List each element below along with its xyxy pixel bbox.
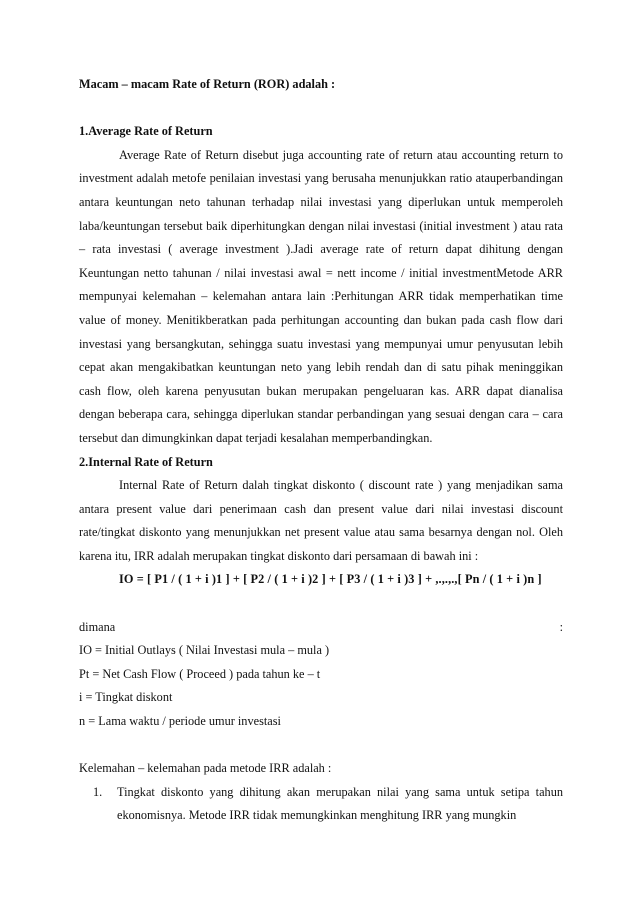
section-1-heading: 1.Average Rate of Return (79, 124, 213, 139)
irr-formula: IO = [ P1 / ( 1 + i )1 ] + [ P2 / ( 1 + i )2 ] + [ P3 / ( 1 + i )3 ] + ,.,.,.,[ Pn / ( 1 + i )n ] (119, 572, 542, 587)
definition-item: IO = Initial Outlays ( Nilai Investasi mula – mula ) (79, 643, 330, 658)
section-1-body: Average Rate of Return disebut juga accounting rate of return atau accounting return to investment adalah metofe penilaian investasi yang berusaha menunjukkan ratio atauperbandingan antara keuntungan neto tahunan terhadap nilai investasi yang diperlukan untuk memperoleh laba/keuntungan tersebut baik diperhitungkan dengan nilai investasi (initial investment ) atau rata – rata investasi ( average investment ).Jadi average rate of return dapat dihitung dengan Keuntungan netto tahunan / nilai investasi awal = nett income / initial investmentMetode ARR mempunyai kelemahan – kelemahan antara lain :Perhitungan ARR tidak memperhatikan time value of money. Menitikberatkan pada perhitungan accounting dan bukan pada cash flow dari investasi yang bersangkutan, sehingga suatu investasi yang mempunyai umur penyusutan lebih cepat akan mengakibatkan keuntungan neto yang lebih rendah dan di satu pihak meninggikan cash flow, oleh karena penyusutan bukan merupakan pengeluaran kas. ARR dapat dianalisa dengan beberapa cara, sehingga diperlukan standar perbandingan yang sesuai dengan cara – cara tersebut dan dimungkinkan dapat terjadi kesalahan memperbandingkan. (79, 147, 563, 445)
weaknesses-list (79, 781, 563, 828)
definition-item: i = Tingkat diskont (79, 690, 173, 705)
document-title: Macam – macam Rate of Return (ROR) adalah : (79, 77, 336, 91)
definitions-label: dimana (79, 619, 116, 634)
weaknesses-intro: Kelemahan – kelemahan pada metode IRR adalah : (79, 761, 332, 776)
definition-item: Pt = Net Cash Flow ( Proceed ) pada tahun ke – t (79, 666, 321, 681)
list-item (79, 781, 563, 828)
section-2-heading: 2.Internal Rate of Return (79, 454, 213, 469)
section-2-body: Internal Rate of Return dalah tingkat diskonto ( discount rate ) yang menjadikan sama antara present value dari penerimaan cash dan present value dari nilai investasi discount rate/tingkat diskonto yang menunjukkan net present value atau sama besarnya dengan nol. Oleh karena itu, IRR adalah merupakan tingkat diskonto dari persamaan di bawah ini : (79, 478, 563, 563)
definition-item: n = Lama waktu / periode umur investasi (79, 714, 281, 729)
definitions-header (79, 616, 563, 640)
list-item-number: 1. (93, 784, 103, 799)
spacer (79, 734, 563, 758)
spacer (79, 592, 563, 616)
list-item-text: Tingkat diskonto yang dihitung akan merupakan nilai yang sama untuk setipa tahun ekonomisnya. Metode IRR tidak memungkinkan menghitung IRR yang mungkin (117, 784, 563, 823)
definitions-colon: : (559, 619, 563, 634)
